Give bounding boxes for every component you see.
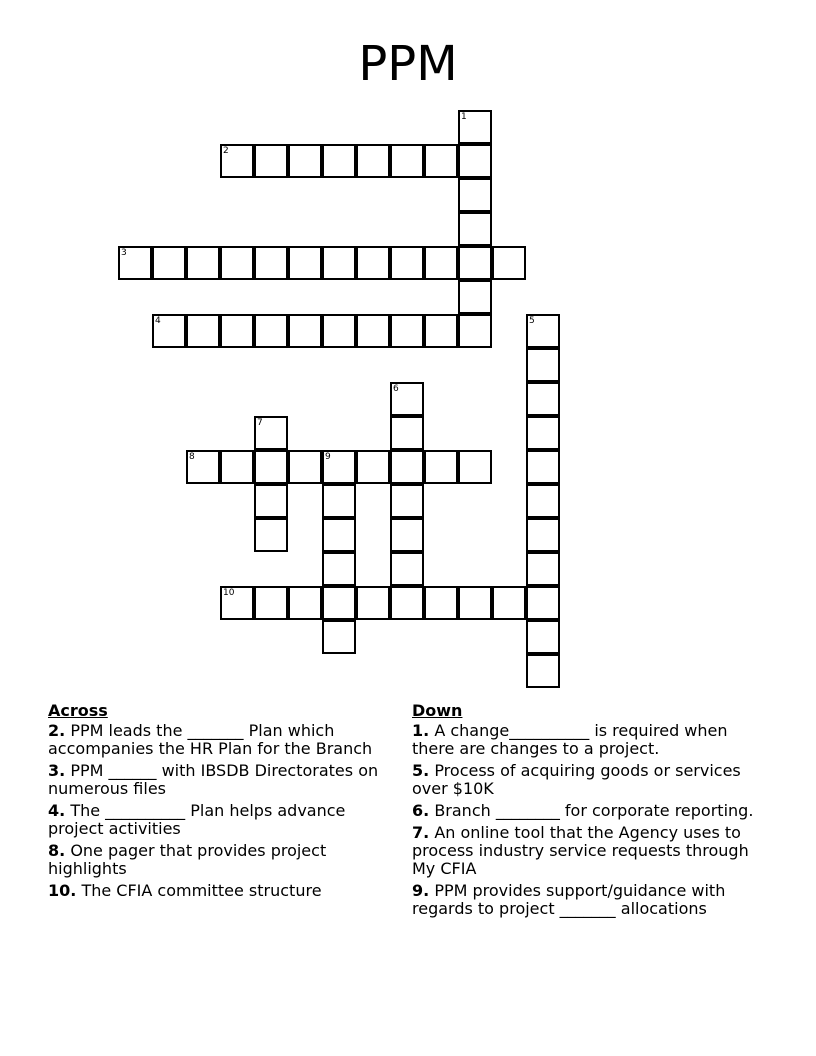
cell-number: 7 (257, 418, 263, 428)
crossword-cell[interactable] (254, 586, 288, 620)
crossword-cell[interactable] (288, 144, 322, 178)
across-clue-10 (48, 882, 398, 900)
crossword-cell[interactable] (254, 518, 288, 552)
crossword-cell[interactable] (526, 314, 560, 348)
crossword-cell[interactable] (322, 144, 356, 178)
cell-number: 3 (121, 248, 127, 258)
crossword-cell[interactable] (288, 586, 322, 620)
cell-number: 5 (529, 316, 535, 326)
crossword-cell[interactable] (322, 620, 356, 654)
crossword-cell[interactable] (322, 484, 356, 518)
crossword-cell[interactable] (220, 246, 254, 280)
clue-text: An online tool that the Agency uses to process industry service requests through My CFIA (412, 823, 749, 878)
crossword-cell[interactable] (458, 314, 492, 348)
crossword-cell[interactable] (322, 314, 356, 348)
crossword-cell[interactable] (254, 416, 288, 450)
crossword-cell[interactable] (118, 246, 152, 280)
crossword-cell[interactable] (152, 314, 186, 348)
down-clue-1 (412, 722, 772, 758)
crossword-cell[interactable] (390, 382, 424, 416)
crossword-cell[interactable] (526, 586, 560, 620)
crossword-cell[interactable] (492, 586, 526, 620)
crossword-cell[interactable] (526, 620, 560, 654)
crossword-cell[interactable] (186, 314, 220, 348)
crossword-cell[interactable] (356, 450, 390, 484)
cell-number: 9 (325, 452, 331, 462)
crossword-cell[interactable] (322, 246, 356, 280)
crossword-cell[interactable] (458, 450, 492, 484)
down-clue-9 (412, 882, 772, 918)
clue-text: The CFIA committee structure (81, 881, 322, 900)
crossword-cell[interactable] (390, 416, 424, 450)
across-clue-2 (48, 722, 398, 758)
down-clue-5 (412, 762, 772, 798)
crossword-cell[interactable] (526, 416, 560, 450)
clue-number: 10. (48, 881, 77, 900)
crossword-cell[interactable] (526, 552, 560, 586)
crossword-cell[interactable] (424, 586, 458, 620)
down-clue-6 (412, 802, 772, 820)
crossword-cell[interactable] (254, 450, 288, 484)
crossword-cell[interactable] (458, 280, 492, 314)
across-heading: Across (48, 701, 108, 720)
crossword-cell[interactable] (322, 586, 356, 620)
clue-number: 4. (48, 801, 66, 820)
crossword-cell[interactable] (220, 586, 254, 620)
crossword-cell[interactable] (458, 586, 492, 620)
clue-number: 8. (48, 841, 66, 860)
cell-number: 10 (223, 588, 235, 598)
crossword-cell[interactable] (458, 110, 492, 144)
crossword-cell[interactable] (492, 246, 526, 280)
crossword-cell[interactable] (288, 450, 322, 484)
crossword-cell[interactable] (356, 314, 390, 348)
crossword-cell[interactable] (254, 484, 288, 518)
cell-number: 4 (155, 316, 161, 326)
across-clue-8 (48, 842, 398, 878)
cell-number: 1 (461, 112, 467, 122)
crossword-cell[interactable] (458, 144, 492, 178)
crossword-cell[interactable] (254, 246, 288, 280)
crossword-cell[interactable] (526, 484, 560, 518)
crossword-cell[interactable] (526, 382, 560, 416)
clue-text: Process of acquiring goods or services over $10K (412, 761, 741, 798)
crossword-cell[interactable] (254, 144, 288, 178)
clue-text: The __________ Plan helps advance project activities (48, 801, 346, 838)
crossword-cell[interactable] (152, 246, 186, 280)
crossword-cell[interactable] (424, 246, 458, 280)
crossword-cell[interactable] (356, 246, 390, 280)
crossword-cell[interactable] (322, 552, 356, 586)
crossword-cell[interactable] (356, 586, 390, 620)
crossword-cell[interactable] (186, 450, 220, 484)
crossword-cell[interactable] (526, 450, 560, 484)
across-clue-4 (48, 802, 398, 838)
crossword-cell[interactable] (424, 314, 458, 348)
down-heading: Down (412, 701, 463, 720)
crossword-cell[interactable] (458, 212, 492, 246)
across-clue-3 (48, 762, 398, 798)
crossword-cell[interactable] (288, 246, 322, 280)
clue-number: 1. (412, 721, 430, 740)
clue-text: Branch ________ for corporate reporting. (434, 801, 754, 820)
crossword-cell[interactable] (390, 484, 424, 518)
clue-text: PPM ______ with IBSDB Directorates on numerous files (48, 761, 379, 798)
crossword-cell[interactable] (186, 246, 220, 280)
clue-number: 6. (412, 801, 430, 820)
crossword-cell[interactable] (458, 178, 492, 212)
clue-number: 9. (412, 881, 430, 900)
clue-number: 5. (412, 761, 430, 780)
page-title: PPM (358, 36, 458, 92)
crossword-cell[interactable] (220, 450, 254, 484)
across-clues (48, 702, 398, 904)
cell-number: 2 (223, 146, 229, 156)
crossword-cell[interactable] (220, 144, 254, 178)
clue-text: A change__________ is required when there are changes to a project. (412, 721, 728, 758)
crossword-cell[interactable] (526, 348, 560, 382)
crossword-cell[interactable] (322, 518, 356, 552)
crossword-cell[interactable] (220, 314, 254, 348)
clue-text: PPM leads the _______ Plan which accompanies the HR Plan for the Branch (48, 721, 373, 758)
cell-number: 6 (393, 384, 399, 394)
clue-text: PPM provides support/guidance with regards to project _______ allocations (412, 881, 726, 918)
crossword-cell[interactable] (390, 144, 424, 178)
down-clue-7 (412, 824, 772, 878)
crossword-cell[interactable] (526, 518, 560, 552)
crossword-cell[interactable] (288, 314, 322, 348)
crossword-cell[interactable] (390, 518, 424, 552)
crossword-cell[interactable] (322, 450, 356, 484)
clue-number: 2. (48, 721, 66, 740)
crossword-cell[interactable] (424, 450, 458, 484)
clue-number: 3. (48, 761, 66, 780)
clue-number: 7. (412, 823, 430, 842)
cell-number: 8 (189, 452, 195, 462)
crossword-cell[interactable] (390, 552, 424, 586)
crossword-cell[interactable] (390, 450, 424, 484)
crossword-cell[interactable] (390, 246, 424, 280)
crossword-cell[interactable] (526, 654, 560, 688)
crossword-cell[interactable] (390, 314, 424, 348)
clue-text: One pager that provides project highlights (48, 841, 327, 878)
down-clues (412, 702, 772, 922)
crossword-cell[interactable] (356, 144, 390, 178)
crossword-cell[interactable] (254, 314, 288, 348)
crossword-cell[interactable] (390, 586, 424, 620)
crossword-cell[interactable] (424, 144, 458, 178)
crossword-cell[interactable] (458, 246, 492, 280)
